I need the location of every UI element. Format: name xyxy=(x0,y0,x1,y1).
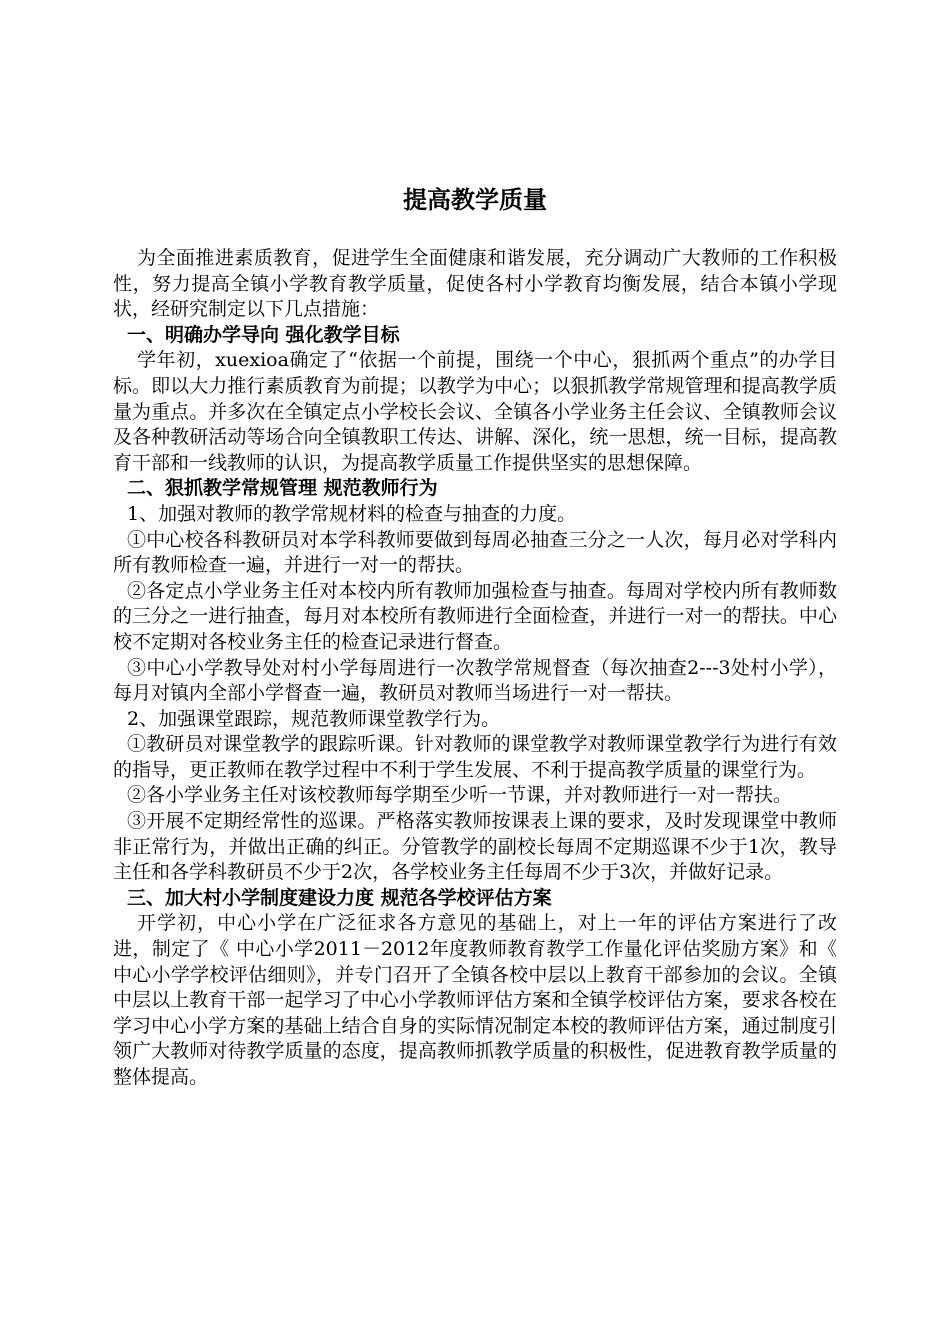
document-title: 提高教学质量 xyxy=(403,185,547,214)
section-1-paragraph: 学年初，xuexioa确定了“依据一个前提，围绕一个中心，狠抓两个重点”的办学目标。即以大力推行素质教育为前提；以教学为中心；以狠抓教学常规管理和提高教学质量为重点。并多次在全镇定点小学校长会议、全镇各小学业务主任会议、全镇教师会议及各种教研活动等场合向全镇教职工传达、讲解、深化，统一思想，统一目标，提高教育干部和一线教师的认识，为提高教学质量工作提供坚实的思想保障。 xyxy=(113,349,837,474)
item-2-1-c: ③中心小学教导处对村小学每周进行一次教学常规督查（每次抽查2---3处村小学），每月对镇内全部小学督查一遍，教研员对教师当场进行一对一帮扶。 xyxy=(113,656,837,705)
section-heading-2: 二、狠抓教学常规管理 规范教师行为 xyxy=(127,477,438,500)
section-3-paragraph: 开学初，中心小学在广泛征求各方意见的基础上，对上一年的评估方案进行了改进，制定了《 中心小学2011－2012年度教师教育教学工作量化评估奖励方案》和《 中心小学学校评估细则》，并专门召开了全镇各校中层以上教育干部参加的会议。全镇中层以上教育干部一起学习了中心小学教师评估方案和全镇学校评估方案，要求各校在学习中心小学方案的基础上结合自身的实际情况制定本校的教师评估方案，通过制度引领广大教师对待教学质量的态度，提高教师抓教学质量的积极性，促进教育教学质量的整体提高。 xyxy=(113,912,837,1088)
intro-paragraph: 为全面推进素质教育，促进学生全面健康和谐发展，充分调动广大教师的工作积极性，努力提高全镇小学教育教学质量，促使各村小学教育均衡发展，结合本镇小学现状，经研究制定以下几点措施： xyxy=(113,247,837,321)
section-heading-1: 一、明确办学导向 强化教学目标 xyxy=(127,323,400,346)
item-2-1-a: ①中心校各科教研员对本学科教师要做到每周必抽查三分之一人次，每月必对学科内所有教师检查一遍，并进行一对一的帮扶。 xyxy=(113,528,837,577)
item-2-1-b: ②各定点小学业务主任对本校内所有教师加强检查与抽查。每周对学校内所有教师数的三分之一进行抽查，每月对本校所有教师进行全面检查，并进行一对一的帮扶。中心校不定期对各校业务主任的检查记录进行督查。 xyxy=(113,579,837,653)
subsection-2-2-title: 2、加强课堂跟踪，规范教师课堂教学行为。 xyxy=(127,707,501,730)
item-2-2-a: ①教研员对课堂教学的跟踪听课。针对教师的课堂教学对教师课堂教学行为进行有效的指导，更正教师在教学过程中不利于学生发展、不利于提高教学质量的课堂行为。 xyxy=(113,733,837,781)
item-2-2-b: ②各小学业务主任对该校教师每学期至少听一节课，并对教师进行一对一帮扶。 xyxy=(127,784,793,807)
document-body xyxy=(113,246,837,1091)
item-2-2-c: ③开展不定期经常性的巡课。严格落实教师按课表上课的要求，及时发现课堂中教师非正常行为，并做出正确的纠正。分管教学的副校长每周不定期巡课不少于1次，教导主任和各学科教研员不少于2次，各学校业务主任每周不少于3次，并做好记录。 xyxy=(113,810,837,884)
subsection-2-1-title: 1、加强对教师的教学常规材料的检查与抽查的力度。 xyxy=(127,502,577,525)
section-heading-3: 三、加大村小学制度建设力度 规范各学校评估方案 xyxy=(127,886,552,909)
